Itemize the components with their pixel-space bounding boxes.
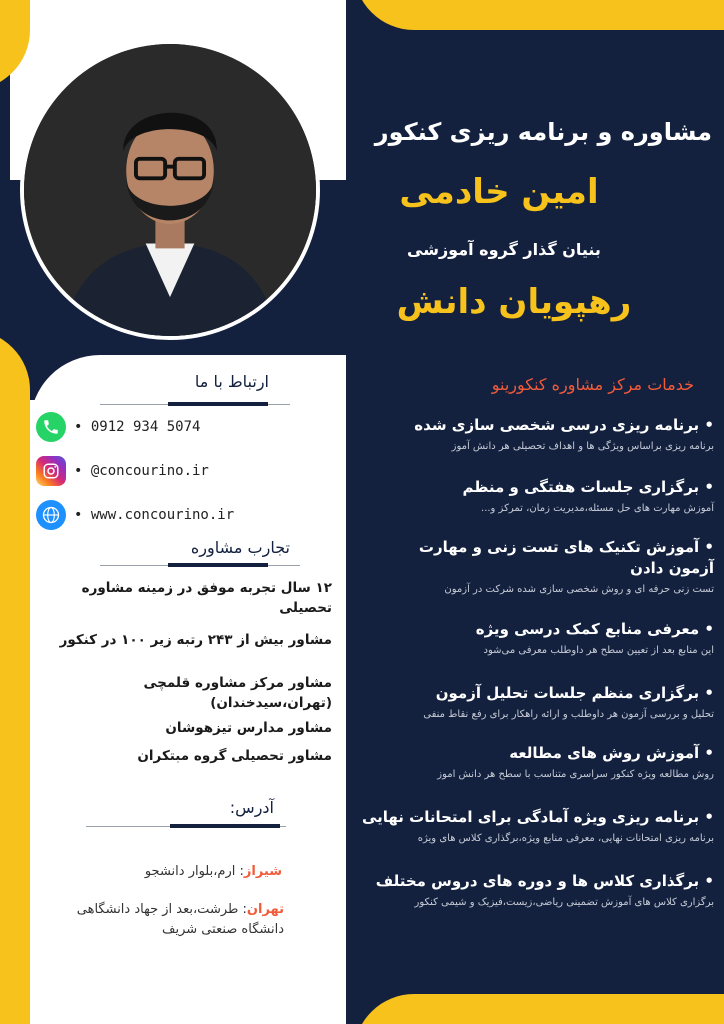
list-item: [342, 537, 714, 619]
experience-item: مشاور تحصیلی گروه مبتکران: [137, 748, 332, 764]
address-shiraz: [42, 862, 282, 882]
service-description: برگزاری کلاس های آموزش تضمینی ریاضی،زیست،فیزیک و شیمی کنکور: [414, 897, 714, 908]
service-title: • برگذاری کلاس ها و دوره های دروس مختلف: [375, 872, 714, 890]
divider-accent: [170, 824, 280, 828]
instagram-handle: • @concourino.ir: [74, 463, 209, 479]
list-item: [342, 743, 714, 807]
list-item: [342, 619, 714, 683]
divider-accent: [168, 563, 268, 567]
services-list: [342, 415, 714, 910]
experience-title: تجارب مشاوره: [190, 538, 290, 557]
list-item: [342, 683, 714, 743]
decor-blob-top-right: [354, 0, 724, 30]
list-item: [342, 415, 714, 477]
service-description: تست زنی حرفه ای و روش شخصی سازی شده شرکت در آزمون: [444, 584, 714, 595]
address-text: : طرشت،بعد از جهاد دانشگاهی دانشگاه صنعتی شریف: [76, 902, 284, 937]
divider-accent: [168, 402, 268, 406]
contact-title: ارتباط با ما: [194, 372, 269, 391]
globe-icon: [36, 500, 66, 530]
person-name: امین خادمی: [399, 172, 599, 212]
service-title: • برگزاری منظم جلسات تحلیل آزمون: [435, 684, 714, 702]
contact-phone[interactable]: [36, 412, 200, 442]
contact-instagram[interactable]: [36, 456, 209, 486]
group-name: رهپویان دانش: [396, 282, 632, 322]
service-description: برنامه ریزی براساس ویژگی ها و اهداف تحصیلی هر دانش آموز: [451, 441, 714, 452]
service-title: • برنامه ریزی درسی شخصی سازی شده: [414, 416, 714, 434]
address-tehran: [34, 900, 284, 940]
experience-item: مشاور بیش از ۲۴۳ رتبه زیر ۱۰۰ در کنکور: [59, 632, 332, 648]
address-city: شیراز: [243, 864, 282, 879]
service-title: • آموزش روش های مطالعه: [509, 744, 714, 762]
services-title: خدمات مرکز مشاوره کنکورینو: [491, 375, 694, 394]
profile-photo: [20, 40, 320, 340]
person-portrait-icon: [24, 44, 316, 336]
phone-number: • 0912 934 5074: [74, 419, 201, 435]
service-title: • آموزش تکنیک های تست زنی و مهارت آزمون دادن: [418, 538, 714, 577]
service-title: • معرفی منابع کمک درسی ویژه: [475, 620, 714, 638]
decor-blob-bottom-right: [354, 994, 724, 1024]
list-item: [342, 871, 714, 910]
service-description: روش مطالعه ویژه کنکور سراسری متناسب با سطح هر دانش اموز: [437, 769, 714, 780]
list-item: [342, 477, 714, 537]
service-title: • برنامه ریزی ویژه آمادگی برای امتحانات نهایی: [361, 808, 714, 826]
service-description: آموزش مهارت های حل مسئله،مدیریت زمان، تمرکز و...: [481, 503, 714, 514]
experience-item: مشاور مدارس تیزهوشان: [165, 720, 332, 736]
service-description: برنامه ریزی امتحانات نهایی، معرفی منابع ویژه،برگذاری کلاس های ویژه: [417, 833, 714, 844]
instagram-icon: [36, 456, 66, 486]
experience-item: ۱۲ سال تجربه موفق در زمینه مشاوره تحصیلی: [81, 580, 332, 616]
decor-blob-bottom-left: [0, 330, 30, 1024]
founder-subtitle: بنیان گذار گروه آموزشی: [407, 240, 601, 259]
address-text: : ارم،بلوار دانشجو: [144, 864, 244, 879]
list-item: [342, 807, 714, 871]
phone-icon: [36, 412, 66, 442]
experience-item: مشاور مرکز مشاوره قلمچی (تهران،سیدخندان): [143, 675, 332, 711]
top-title: مشاوره و برنامه ریزی کنکور: [374, 118, 712, 146]
address-city: تهران: [246, 902, 284, 917]
address-title: آدرس:: [229, 798, 274, 817]
contact-website[interactable]: [36, 500, 234, 530]
service-title: • برگزاری جلسات هفتگی و منظم: [462, 478, 714, 496]
service-description: این منابع بعد از تعیین سطح هر داوطلب معرفی می‌شود: [483, 645, 714, 656]
website-url: • www.concourino.ir: [74, 507, 235, 523]
service-description: تحلیل و بررسی آزمون هر داوطلب و ارائه راهکار برای رفع نقاط منفی: [423, 709, 714, 720]
